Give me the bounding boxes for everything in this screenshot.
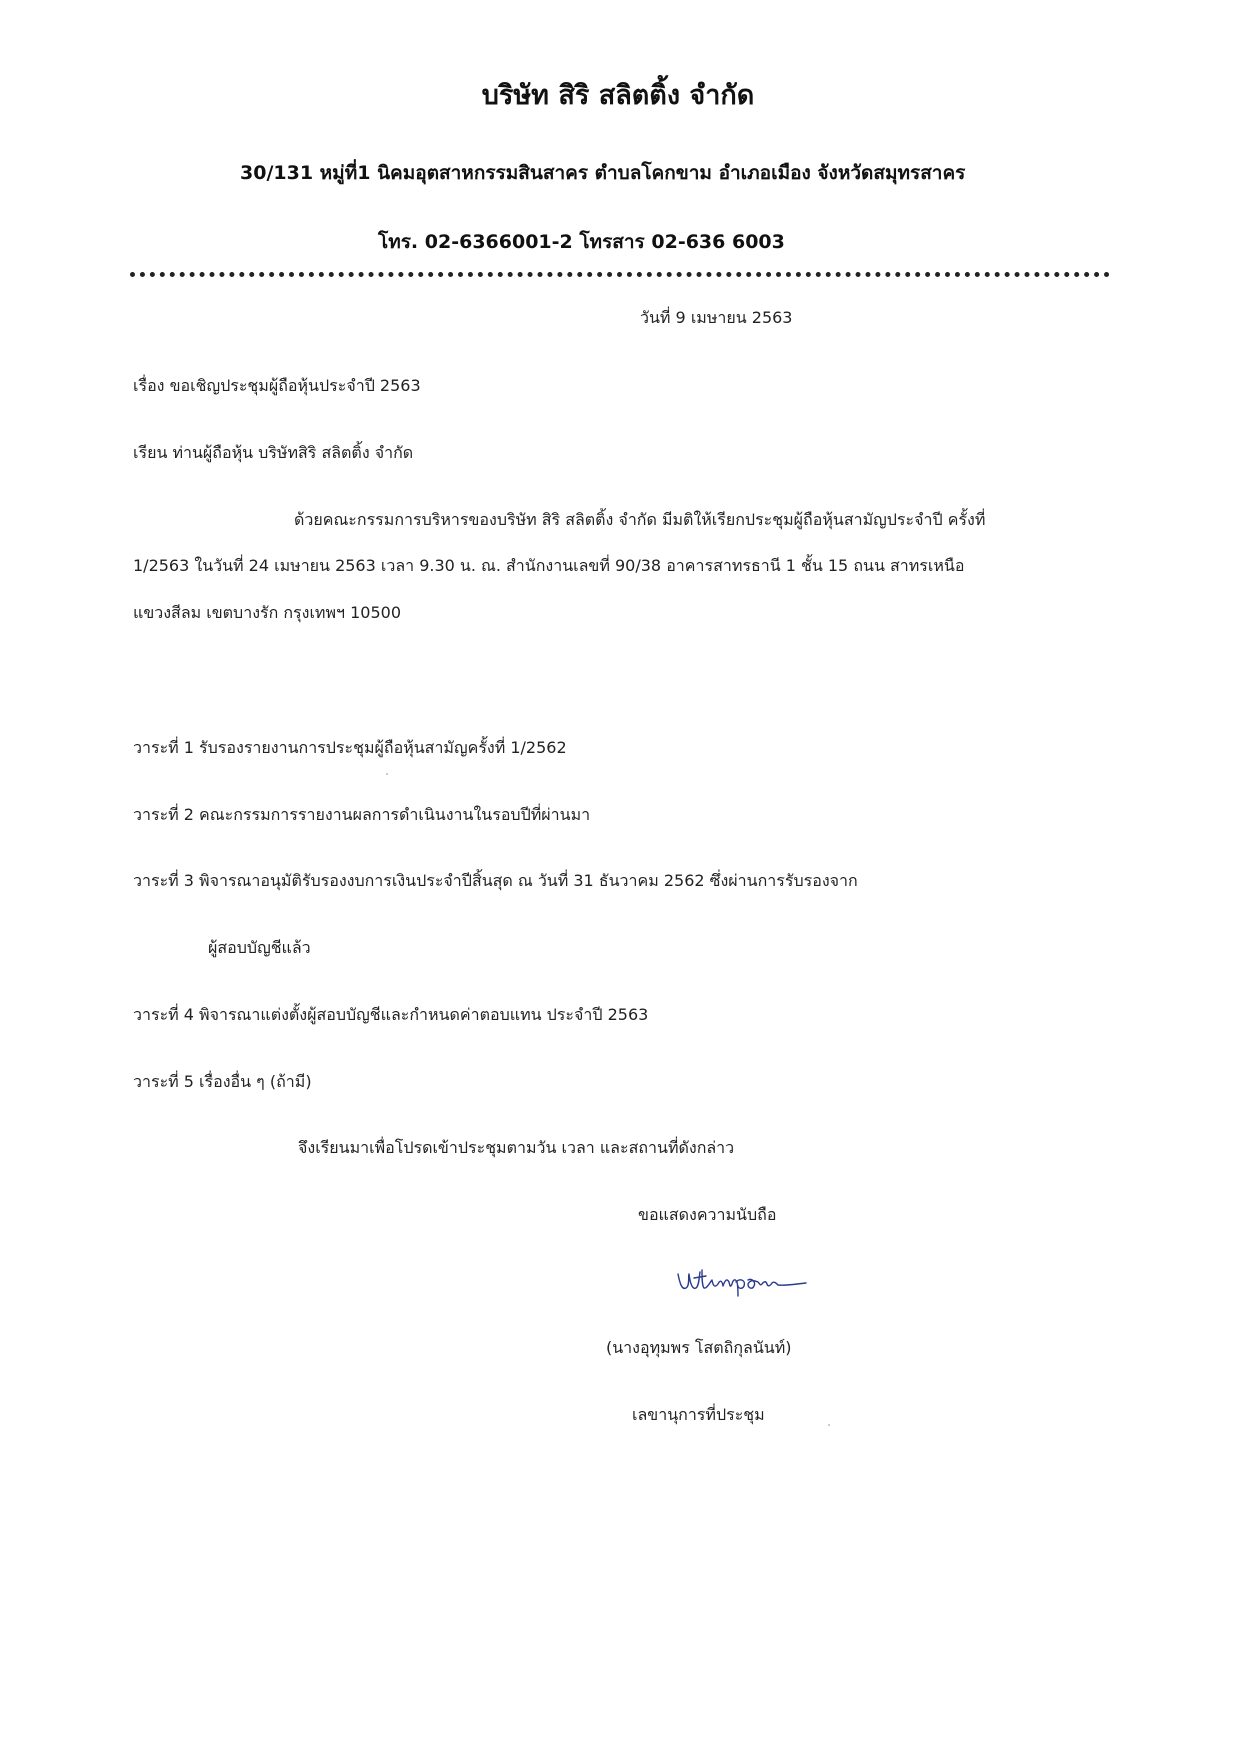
body-line: ด้วยคณะกรรมการบริหารของบริษัท สิริ สลิตติ้ง จำกัด มีมติให้เรียกประชุมผู้ถือหุ้นสามัญประจำปี ครั้งที่ bbox=[294, 510, 986, 529]
agenda-item-4: วาระที่ 4 พิจารณาแต่งตั้งผู้สอบบัญชีและกำหนดค่าตอบแทน ประจำปี 2563 bbox=[133, 1005, 649, 1024]
company-address: 30/131 หมู่ที่1 นิคมอุตสาหกรรมสินสาคร ตำบลโคกขาม อำเภอเมือง จังหวัดสมุทรสาคร bbox=[240, 162, 966, 184]
handwritten-signature bbox=[672, 1262, 812, 1304]
regards: ขอแสดงความนับถือ bbox=[638, 1205, 777, 1224]
body-line: 1/2563 ในวันที่ 24 เมษายน 2563 เวลา 9.30 น. ณ. สำนักงานเลขที่ 90/38 อาคารสาทรธานี 1 ชั้น 15 ถนน สาทรเหนือ bbox=[133, 556, 965, 575]
closing-sentence: จึงเรียนมาเพื่อโปรดเข้าประชุมตามวัน เวลา และสถานที่ดังกล่าว bbox=[298, 1138, 735, 1157]
agenda-item-5: วาระที่ 5 เรื่องอื่น ๆ (ถ้ามี) bbox=[133, 1072, 312, 1091]
agenda-item-3: วาระที่ 3 พิจารณาอนุมัติรับรองงบการเงินประจำปีสิ้นสุด ณ วันที่ 31 ธันวาคม 2562 ซึ่งผ่านการรับรองจาก bbox=[133, 871, 858, 890]
letter-date: วันที่ 9 เมษายน 2563 bbox=[640, 308, 793, 327]
signer-title: เลขานุการที่ประชุม bbox=[632, 1405, 765, 1424]
agenda-item-3-continued: ผู้สอบบัญชีแล้ว bbox=[208, 938, 311, 957]
letterhead-divider bbox=[130, 272, 1110, 277]
company-name: บริษัท สิริ สลิตติ้ง จำกัด bbox=[481, 80, 755, 111]
signer-name: (นางอุทุมพร โสตถิกุลนันท์) bbox=[606, 1338, 792, 1357]
agenda-item-1: วาระที่ 1 รับรองรายงานการประชุมผู้ถือหุ้นสามัญครั้งที่ 1/2562 bbox=[133, 738, 567, 757]
scan-speck bbox=[828, 1424, 830, 1426]
company-phone-fax: โทร. 02-6366001-2 โทรสาร 02-636 6003 bbox=[378, 231, 785, 253]
letter-recipient: เรียน ท่านผู้ถือหุ้น บริษัทสิริ สลิตติ้ง จำกัด bbox=[133, 443, 414, 462]
body-line: แขวงสีลม เขตบางรัก กรุงเทพฯ 10500 bbox=[133, 603, 401, 622]
scan-speck bbox=[386, 773, 388, 775]
signature-icon bbox=[672, 1262, 812, 1304]
letter-subject: เรื่อง ขอเชิญประชุมผู้ถือหุ้นประจำปี 2563 bbox=[133, 376, 421, 395]
agenda-item-2: วาระที่ 2 คณะกรรมการรายงานผลการดำเนินงานในรอบปีที่ผ่านมา bbox=[133, 805, 591, 824]
